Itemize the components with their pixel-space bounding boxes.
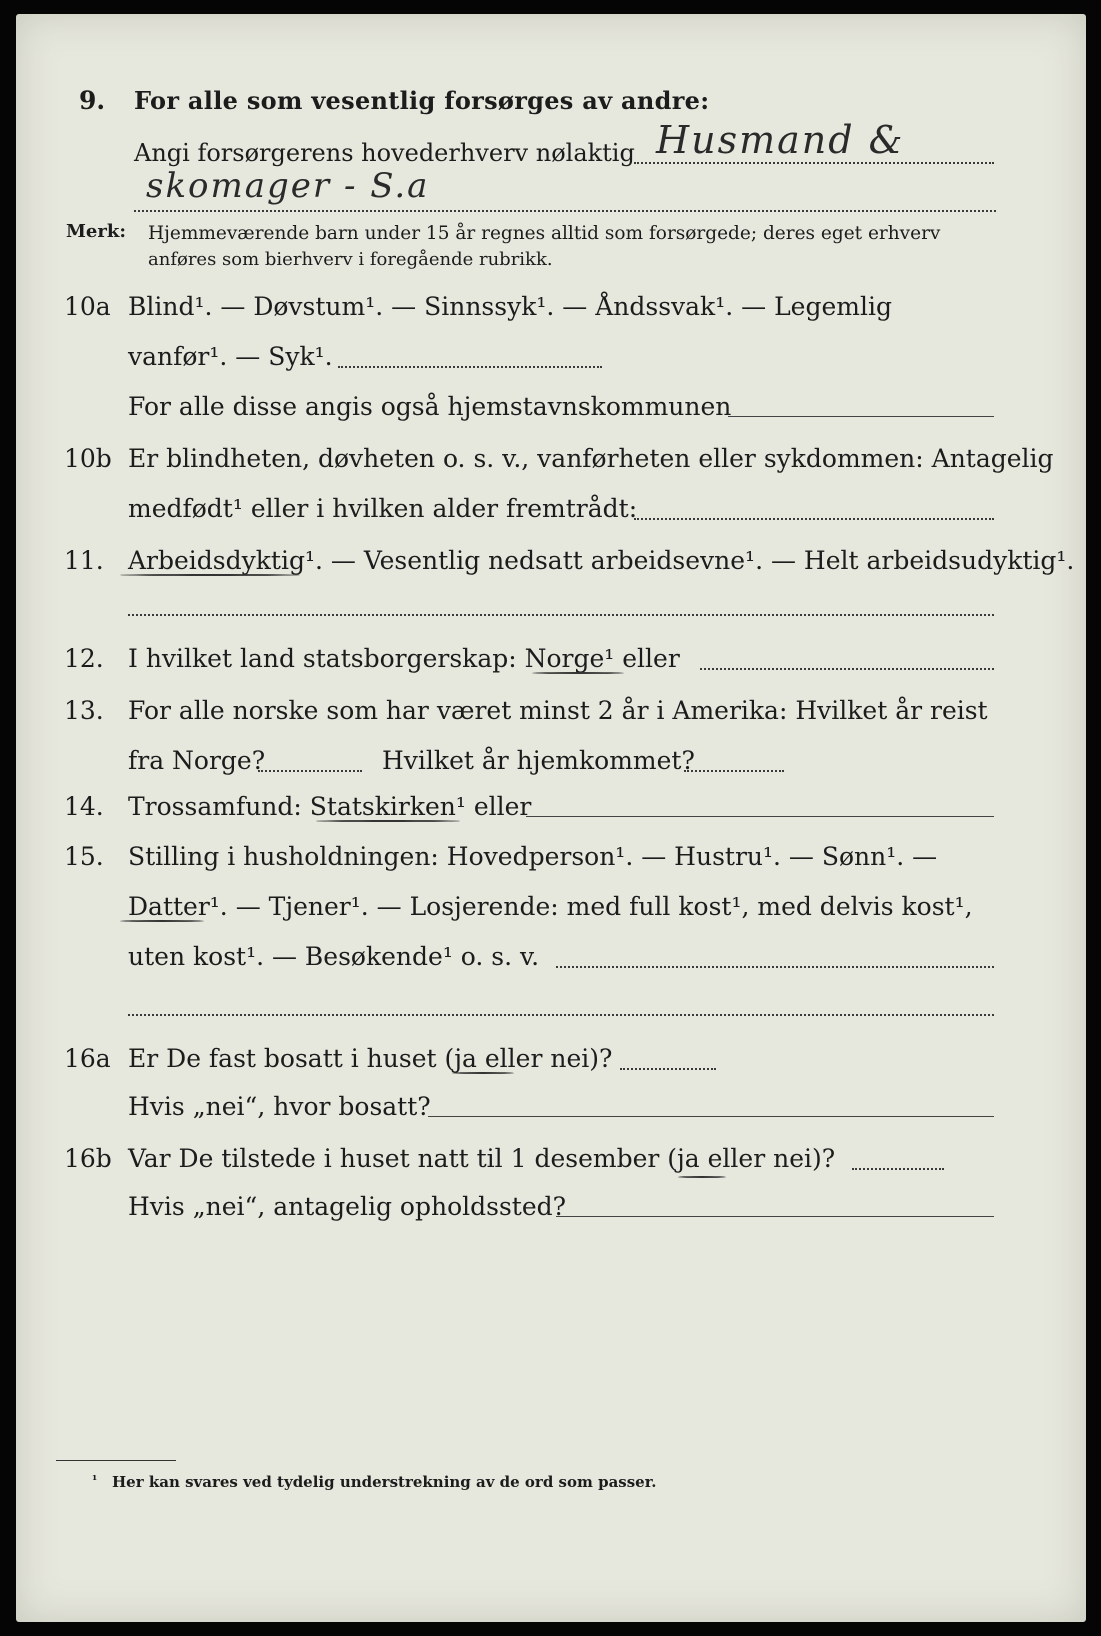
q11-number: 11. [64,546,104,575]
q15-line-1: Stilling i husholdningen: Hovedperson¹. — Hustru¹. — Sønn¹. — [128,842,938,871]
q16a-line-1: Er De fast bosatt i huset (ja eller nei)? [128,1044,613,1073]
q16b-number: 16b [64,1144,112,1173]
q15-answer-line-2 [128,1014,994,1016]
q16a-line-2: Hvis „nei“, hvor bosatt? [128,1092,431,1121]
q9-handwritten-answer-1: Husmand & [656,118,905,162]
q14-handwritten-underline [316,820,460,822]
q9-answer-line-1 [634,162,994,164]
q16b-answer-line-1 [852,1168,944,1170]
q9-heading: For alle som vesentlig forsørges av andre: [134,86,710,115]
q10a-line-1: Blind¹. — Døvstum¹. — Sinnssyk¹. — Åndssvak¹. — Legemlig [128,292,892,321]
q10b-number: 10b [64,444,112,473]
q16b-answer-line-2 [556,1216,994,1217]
q12-handwritten-underline [532,672,624,674]
q13-line-2b: Hvilket år hjemkommet? [382,746,695,775]
q12-number: 12. [64,644,104,673]
q11-line-1: Arbeidsdyktig¹. — Vesentlig nedsatt arbeidsevne¹. — Helt arbeidsudyktig¹. [128,546,1075,575]
q15-line-2: Datter¹. — Tjener¹. — Losjerende: med full kost¹, med delvis kost¹, [128,892,973,921]
footnote-mark: ¹ [92,1473,98,1487]
q13-line-2a: fra Norge? [128,746,266,775]
q9-handwritten-answer-2: skomager - S.a [146,166,430,206]
q16b-line-1: Var De tilstede i huset natt til 1 desember (ja eller nei)? [128,1144,836,1173]
q11-handwritten-underline [120,574,300,576]
q16a-answer-line-2 [428,1116,994,1117]
merk-line-1: Hjemmeværende barn under 15 år regnes alltid som forsørgede; deres eget erhverv [148,223,941,244]
q15-answer-line-1 [556,966,994,968]
q10a-number: 10a [64,292,111,321]
merk-line-2: anføres som bierhverv i foregående rubrikk. [148,249,553,270]
q13-number: 13. [64,696,104,725]
q15-line-3: uten kost¹. — Besøkende¹ o. s. v. [128,942,540,971]
q11-answer-line [128,614,994,616]
q9-instruction: Angi forsørgerens hovederhverv nølaktig [134,139,635,167]
q9-number: 9. [79,86,106,115]
q10a-line-3: For alle disse angis også hjemstavnskommunen [128,392,732,421]
q10b-answer-line [634,518,994,520]
q14-answer-line [526,816,994,817]
q13-answer-line-1 [258,770,362,772]
q9-answer-line-2 [134,210,996,212]
q10a-answer-line-2 [728,416,994,417]
q14-line-1: Trossamfund: Statskirken¹ eller [128,792,532,821]
q16a-handwritten-underline [452,1072,514,1074]
q16a-number: 16a [64,1044,111,1073]
census-form-page [16,14,1086,1622]
q16b-line-2: Hvis „nei“, antagelig opholdssted? [128,1192,567,1221]
q13-line-1: For alle norske som har været minst 2 år i Amerika: Hvilket år reist [128,696,988,725]
q10b-line-2: medfødt¹ eller i hvilken alder fremtrådt: [128,494,638,523]
q16a-answer-line-1 [620,1068,716,1070]
merk-label: Merk: [66,221,126,242]
q12-line-1: I hvilket land statsborgerskap: Norge¹ eller [128,644,680,673]
q12-answer-line [700,668,994,670]
q15-number: 15. [64,842,104,871]
q15-handwritten-underline [120,920,204,922]
footnote-text: Her kan svares ved tydelig understrekning av de ord som passer. [112,1473,657,1491]
footnote-rule [56,1460,176,1461]
q10a-answer-line-1 [338,366,602,368]
q16b-handwritten-underline [678,1176,726,1178]
q13-answer-line-2 [684,770,784,772]
q10a-line-2: vanfør¹. — Syk¹. [128,342,333,371]
q10b-line-1: Er blindheten, døvheten o. s. v., vanførheten eller sykdommen: Antagelig [128,444,1054,473]
q14-number: 14. [64,792,104,821]
